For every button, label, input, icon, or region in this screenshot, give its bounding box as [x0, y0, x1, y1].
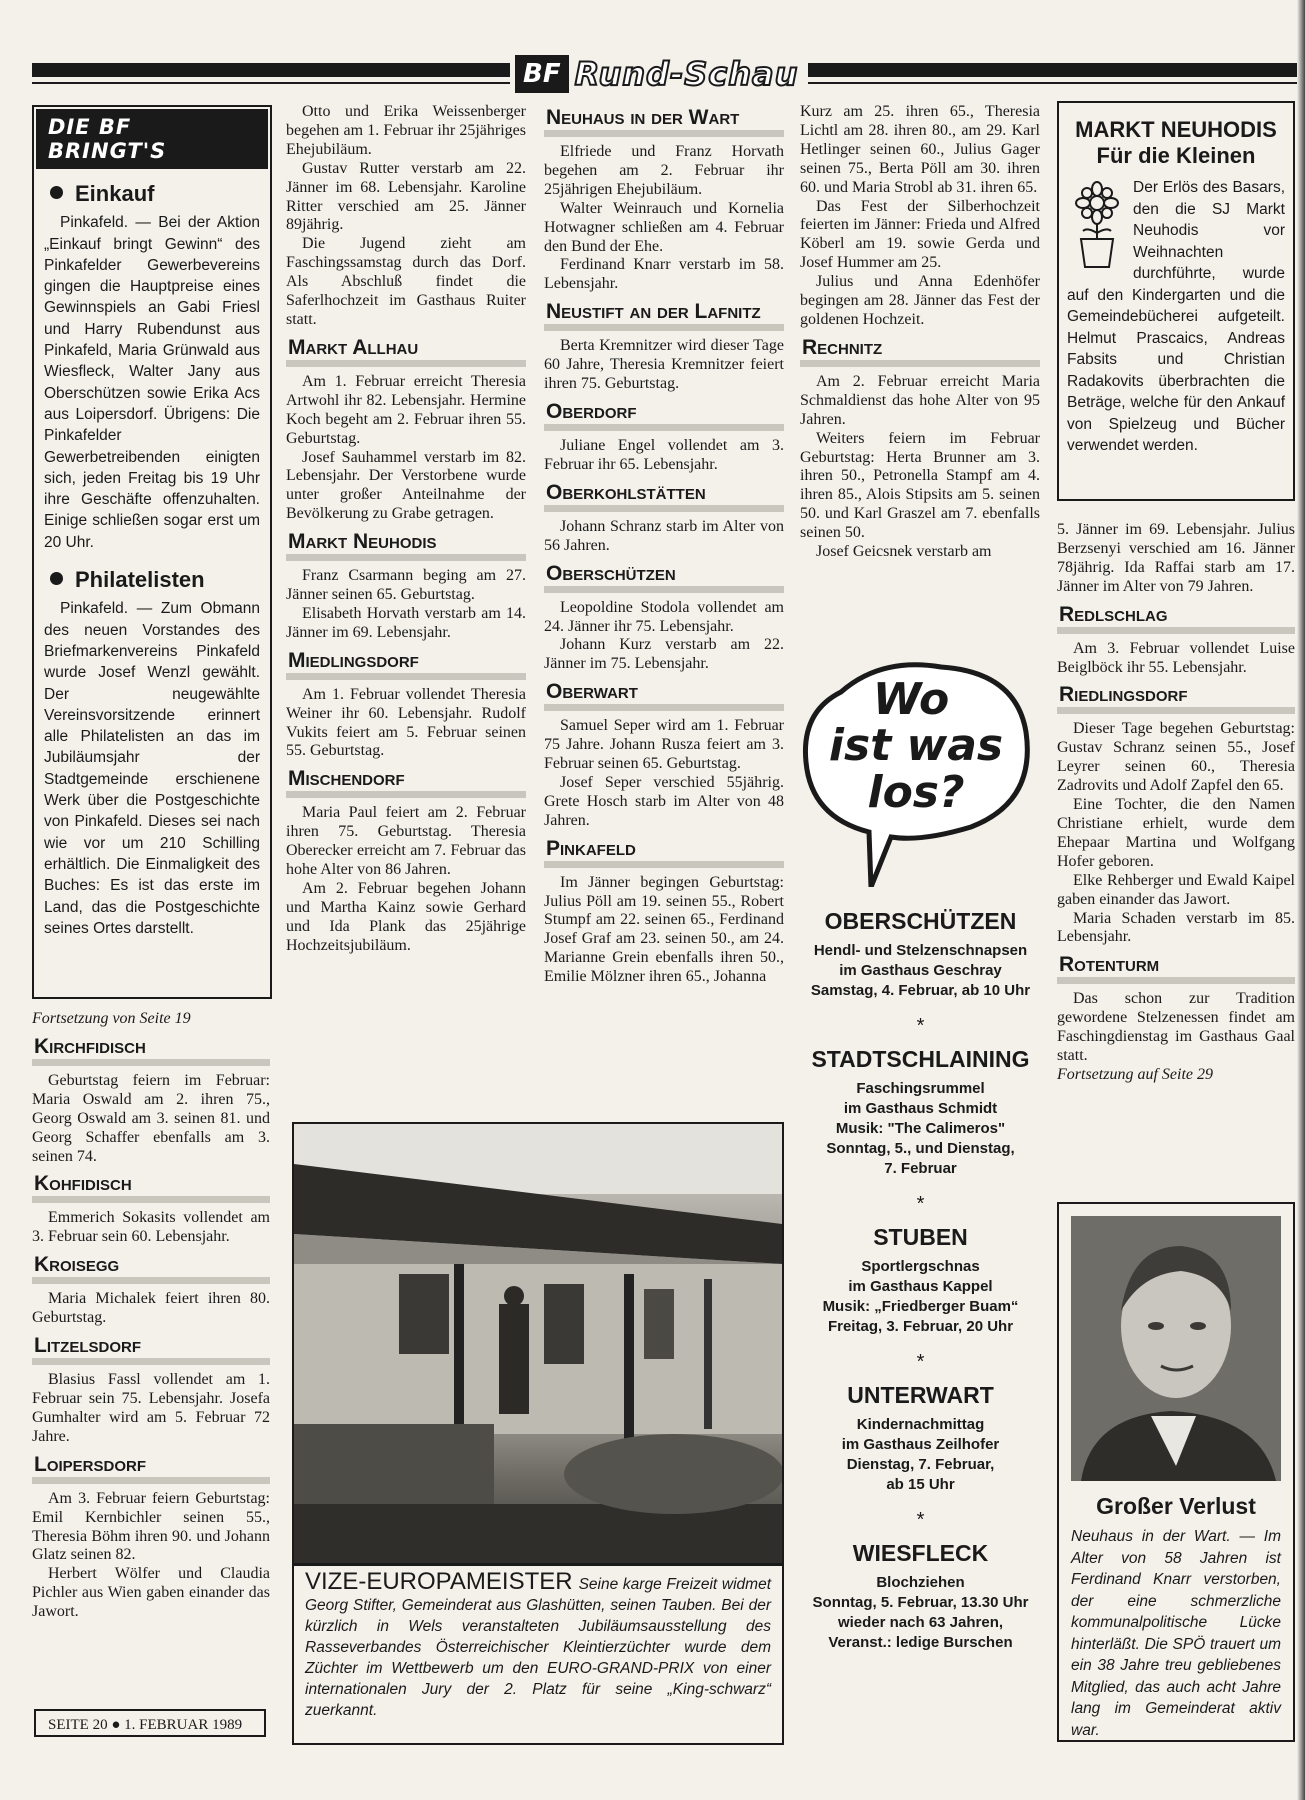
obituary-text: Neuhaus in der Wart. — Im Alter von 58 Jahren ist Ferdinand Knarr verstorben, der eine schmerzliche kommunalpolitische Lücke hinterläßt. Die SPÖ trauert um ein 38 Jahre treu gebliebenes Mitglied, das auch acht Jahre lang im Gemeinderat aktiv war.: [1071, 1528, 1281, 1739]
event-detail: Musik: "The Calimeros": [835, 1120, 1006, 1137]
paragraph: Maria Paul feiert am 2. Februar ihren 75. Geburtstag. Theresia Oberecker erreicht am 7. Februar das hohe Alter von 86 Jahren.: [286, 804, 526, 879]
paragraph: Leopoldine Stodola vollendet am 24. Jänner ihr 75. Lebensjahr.: [544, 598, 784, 635]
box-title: DIE BF BRINGT'S: [36, 109, 268, 169]
event-detail: Sonntag, 5. Februar, 13.30 Uhr: [812, 1594, 1029, 1611]
section-heading: Loipersdorf: [32, 1453, 270, 1484]
paragraph: Am 1. Februar vollendet Theresia Weiner ihr 60. Lebensjahr. Rudolf Vukits feiert am 5. Februar seinen 55. Geburtstag.: [286, 685, 526, 760]
section-heading: Markt Allhau: [286, 336, 526, 367]
section-heading: Oberkohlstätten: [544, 481, 784, 512]
paragraph: Im Jänner begingen Geburtstag: Julius Pöll am 19. seinen 55., Robert Stumpf am 22. seinen 65., Ferdinand Josef Graf am 23. seinen 50., am 24. Marianne Grein ebenfalls ihren 50., Emilie Mölzner ihren 65., Johanna: [544, 873, 784, 986]
section-heading: Oberwart: [544, 680, 784, 711]
event-detail: im Gasthaus Geschray: [839, 962, 1002, 979]
caption-text: Seine karge Freizeit widmet Georg Stifter, Gemeinderat aus Glashütten, seinen Tauben. Bei der kürzlich in Wels veranstalteten Jubiläumsausstellung des Rasseverbandes Österreichischer Kleintierzüchter wurde dem Züchter im Wettbewerb um den EURO-GRAND-PRIX von einer internationalen Jury der 2. Platz für seine „King-schwarz“ zuerkannt.: [305, 1576, 771, 1719]
paragraph: Otto und Erika Weissenberger begehen am 1. Februar ihr 25jähriges Ehejubiläum.: [286, 103, 526, 158]
header-rule-left: [32, 63, 510, 77]
paragraph: Am 2. Februar begehen Johann und Martha Kainz sowie Gerhard und Ida Plank das 25jährige Hochzeitsjubiläum.: [286, 880, 526, 954]
section-heading: Riedlingsdorf: [1057, 683, 1295, 714]
section-heading: Neustift an der Lafnitz: [544, 300, 784, 331]
speech-bubble-wo-ist-was-los: [801, 652, 1036, 887]
paragraph: Josef Geicsnek verstarb am: [816, 543, 992, 561]
event-detail: im Gasthaus Zeilhofer: [841, 1436, 1000, 1453]
paragraph: Am 3. Februar vollendet Luise Beiglböck ihr 55. Lebensjahr.: [1057, 639, 1295, 676]
section-heading: Oberschützen: [544, 562, 784, 593]
paragraph: Berta Kremnitzer wird dieser Tage 60 Jahre, Theresia Kremnitzer feiert ihren 75. Geburtstag.: [544, 337, 784, 393]
header-rule-right: [808, 63, 1305, 77]
section-heading: Miedlingsdorf: [286, 649, 526, 680]
paragraph: Maria Michalek feiert ihren 80. Geburtstag.: [32, 1290, 270, 1327]
event-separator: *: [916, 1015, 925, 1037]
box-markt-neuhodis: [1057, 101, 1295, 501]
event-detail: im Gasthaus Schmidt: [843, 1100, 998, 1117]
event-place: OBERSCHÜTZEN: [824, 908, 1017, 934]
paragraph: Elke Rehberger und Ewald Kaipel gaben einander das Jawort.: [1057, 871, 1295, 908]
event-detail: Hendl- und Stelzenschnapsen: [813, 942, 1028, 959]
paragraph: Gustav Rutter verstarb am 22. Jänner im 68. Lebensjahr. Karoline Ritter verschied am 25. Jänner 89jährig.: [286, 159, 526, 234]
caption-title: VIZE-EUROPAMEISTER: [305, 1568, 573, 1595]
column-1-lower: [32, 1010, 270, 1622]
header-thin-rule-right: [808, 82, 1305, 84]
paragraph: Die Jugend zieht am Faschingssamstag durch das Dorf. Als Abschluß findet die Saferlhochzeit im Gasthaus Ruiter statt.: [286, 235, 526, 328]
event-item: [799, 1382, 1042, 1495]
paragraph: Kurz am 25. ihren 65., Theresia Lichtl am 28. ihren 80., am 29. Karl Hetlinger seinen 60., Julius Gager seinen 75., Berta Pöll am 30. ihren 60. und Maria Strobl ab 31. ihren 65.: [800, 103, 1040, 196]
paragraph: Weiters feiern im Februar Geburtstag: Herta Brunner am 3. ihren 50., Petronella Stampf am 4. ihren 85., Alois Stipsits am 5. seinen 50. und Karl Graszel am 7. ebenfalls seinen 50.: [800, 429, 1040, 542]
section-heading: Kohfidisch: [32, 1172, 270, 1203]
section-heading: Neuhaus in der Wart: [544, 106, 784, 137]
paragraph: Julius und Anna Edenhöfer begingen am 28. Jänner das Fest der goldenen Hochzeit.: [800, 273, 1040, 328]
paragraph: Geburtstag feiern im Februar: Maria Oswald am 2. ihren 75., Georg Oswald am 3. seinen 81. und Georg Schaffer ebenfalls am 3. seinen 74.: [32, 1071, 270, 1165]
obituary-title: Großer Verlust: [1096, 1493, 1256, 1519]
event-detail: Veranst.: ledige Burschen: [828, 1634, 1013, 1651]
event-place: STADTSCHLAINING: [811, 1046, 1030, 1072]
bubble-line-1: Wo: [872, 674, 950, 725]
photo-caption: [292, 1563, 784, 1745]
paragraph: 5. Jänner im 69. Lebensjahr. Julius Berzsenyi verschied am 16. Jänner 78jährig. Ida Raffai starb am 17. Jänner im Alter von 79 Jahren.: [1057, 521, 1295, 595]
event-detail: 7. Februar: [884, 1160, 957, 1177]
paragraph: Walter Weinrauch und Kornelia Hotwagner schließen am 4. Februar den Bund der Ehe.: [544, 199, 784, 255]
event-item: [799, 1540, 1042, 1653]
event-item: [799, 908, 1042, 1001]
section-heading: Markt Neuhodis: [286, 530, 526, 561]
pigeon-loft-photo-image: [294, 1124, 782, 1564]
paragraph: Maria Schaden verstarb im 85. Lebensjahr.: [1057, 909, 1295, 946]
paragraph: Samuel Seper wird am 1. Februar 75 Jahre. Johann Rusza feiert am 3. Februar seinen 65. Geburtstag.: [544, 717, 784, 773]
event-separator: *: [916, 1351, 925, 1373]
event-place: UNTERWART: [847, 1382, 994, 1408]
article-text: Der Erlös des Basars, den die SJ Markt Neuhodis vor Weihnachten durchführte, wurde auf den Kindergarten und die Gemeindebücherei aufgeteilt. Helmut Prascaics, Andreas Fabsits und Christian Radakovits überbrachten die Beträge, welche für den Ankauf von Spielzeug und Bücher verwendet werden.: [1067, 179, 1285, 454]
paragraph: Emmerich Sokasits vollendet am 3. Februar sein 60. Lebensjahr.: [32, 1209, 270, 1246]
article-philatelisten: Pinkafeld. — Zum Obmann des neuen Vorstandes des Briefmarkenvereins Pinkafeld wurde Josef Wenzl gewählt. Der neugewählte Vereinsvorsitzende erinnert alle Philatelisten an das im Jubiläumsjahr der Stadtgemeinde erschienene Werk über die Postgeschichte von Pinkafeld. Dieses sei nach wie vor um 210 Schilling erhältlich. Die Einmaligkeit des Buches: Es ist das erste im Land, das die Postgeschichte seines Ortes darstellt.: [44, 600, 260, 937]
paragraph: Josef Sauhammel verstarb im 82. Lebensjahr. Der Verstorbene wurde unter großer Anteilnahme der Bevölkerung zu Grabe getragen.: [286, 448, 526, 523]
paragraph: Herbert Wölfer und Claudia Pichler aus Wien gaben einander das Jawort.: [32, 1565, 270, 1621]
paragraph: Franz Csarmann beging am 27. Jänner seinen 65. Geburtstag.: [286, 567, 526, 604]
event-separator: *: [916, 1509, 925, 1531]
box-title: MARKT NEUHODIS: [1075, 117, 1277, 142]
paragraph: Juliane Engel vollendet am 3. Februar ihr 65. Lebensjahr.: [544, 436, 784, 473]
speech-bubble-icon: [801, 652, 1036, 887]
event-detail: Samstag, 4. Februar, ab 10 Uhr: [810, 982, 1031, 999]
event-item: [799, 1224, 1042, 1337]
event-detail: wieder nach 63 Jahren,: [837, 1614, 1004, 1631]
paragraph: Johann Schranz starb im Alter von 56 Jahren.: [544, 517, 784, 554]
masthead-logo: [515, 52, 805, 96]
paragraph: Am 3. Februar feiern Geburtstag: Emil Kernbichler seinen 55., Theresia Böhm ihren 90. und Johann Glatz seinen 82.: [32, 1489, 270, 1564]
bullet-icon: [50, 572, 63, 585]
column-3: [544, 100, 784, 987]
paragraph: Dieser Tage begehen Geburtstag: Gustav Schranz seinen 55., Josef Leyrer seinen 60., Theresia Zadrovits und Adolf Zapfel den 65.: [1057, 720, 1295, 795]
article-einkauf: Pinkafeld. — Bei der Aktion „Einkauf bringt Gewinn“ des Pinkafelder Gewerbevereins gingen die Hauptpreise eines Gewinnspiels an Gabi Friesl und Harry Rubendunst aus Pinkafeld, Maria Grünwald aus Wiesfleck, Walter Jany aus Oberschützen sowie Erika Acs aus Loipersdorf. Übrigens: Die Pinkafelder Gewerbetreibenden einigten sich, jeden Freitag bis 19 Uhr ihre Geschäfte offenzuhalten. Einige schließen sogar erst um 20 Uhr.: [44, 214, 260, 551]
event-detail: ab 15 Uhr: [886, 1476, 955, 1493]
continuation-note: Fortsetzung auf Seite 29: [1057, 1065, 1213, 1083]
section-heading-philatelisten: Philatelisten: [44, 569, 260, 590]
flower-pot-icon: [1067, 177, 1127, 273]
section-heading: Rotenturm: [1057, 953, 1295, 984]
paragraph: Am 1. Februar erreicht Theresia Artwohl ihr 82. Lebensjahr. Hermine Koch begeht am 2. Februar ihren 55. Geburtstag.: [286, 372, 526, 447]
event-detail: Dienstag, 7. Februar,: [846, 1456, 995, 1473]
event-detail: Sonntag, 5., und Dienstag,: [826, 1140, 1015, 1157]
event-detail: Freitag, 3. Februar, 20 Uhr: [827, 1318, 1014, 1335]
paragraph: Am 2. Februar erreicht Maria Schmaldienst das hohe Alter von 95 Jahren.: [800, 372, 1040, 428]
event-detail: Musik: „Friedberger Buam“: [822, 1298, 1019, 1315]
photo-pigeon-loft: [292, 1122, 784, 1566]
paragraph: Elfriede und Franz Horvath begehen am 2. Februar ihr 25jährigen Ehejubiläum.: [544, 143, 784, 198]
header-thin-rule-left: [32, 82, 510, 84]
section-heading: Kroisegg: [32, 1253, 270, 1284]
portrait-photo: [1071, 1216, 1281, 1481]
paragraph: Elisabeth Horvath verstarb am 14. Jänner im 69. Lebensjahr.: [286, 604, 526, 641]
event-detail: Sportlergschnas: [861, 1258, 980, 1275]
paragraph: Ferdinand Knarr verstarb im 58. Lebensjahr.: [544, 256, 784, 293]
event-listings: [799, 900, 1042, 1653]
section-heading: Kirchfidisch: [32, 1035, 270, 1066]
event-detail: Faschingsrummel: [856, 1080, 985, 1097]
box-die-bf-bringts: [32, 105, 272, 999]
bubble-line-2: ist was: [828, 720, 1004, 771]
section-heading: Mischendorf: [286, 767, 526, 798]
paragraph: Blasius Fassl vollendet am 1. Februar sein 75. Lebensjahr. Josefa Gumhalter wird am 5. Februar 72 Jahre.: [32, 1371, 270, 1445]
section-heading: Redlschlag: [1057, 603, 1295, 634]
event-detail: Blochziehen: [876, 1574, 965, 1591]
section-heading: Pinkafeld: [544, 837, 784, 868]
event-separator: *: [916, 1193, 925, 1215]
section-heading: Rechnitz: [800, 336, 1040, 367]
logo-rund-schau: Rund-Schau: [574, 55, 799, 93]
paragraph: Josef Seper verschied 55jährig. Grete Hosch starb im Alter von 48 Jahren.: [544, 773, 784, 829]
continuation-note: Fortsetzung von Seite 19: [32, 1010, 191, 1027]
section-heading: Litzelsdorf: [32, 1334, 270, 1365]
column-5: [1057, 521, 1295, 1085]
event-detail: Kindernachmittag: [856, 1416, 985, 1433]
section-heading: Oberdorf: [544, 400, 784, 431]
bubble-line-3: los?: [867, 767, 965, 818]
page-footer: SEITE 20 ● 1. FEBRUAR 1989: [34, 1709, 266, 1737]
event-item: [799, 1046, 1042, 1179]
paragraph: Johann Kurz verstarb am 22. Jänner im 75. Lebensjahr.: [544, 636, 784, 673]
obituary-box: [1057, 1202, 1295, 1742]
paragraph: Eine Tochter, die den Namen Christiane erhielt, wurde dem Ehepaar Martina und Wolfgang Hofer geboren.: [1057, 796, 1295, 870]
section-heading-einkauf: Einkauf: [44, 183, 260, 204]
column-4: [800, 103, 1040, 562]
paragraph: Das Fest der Silberhochzeit feierten im Jänner: Frieda und Alfred Köberl am 19. sowie Gerda und Josef Hummer am 25.: [800, 197, 1040, 272]
scan-edge-shadow: [1297, 0, 1305, 1800]
logo-bf: BF: [515, 55, 569, 93]
event-place: WIESFLECK: [852, 1540, 989, 1566]
paragraph: Das schon zur Tradition gewordene Stelzenessen findet am Faschingdienstag im Gasthaus Gaal statt.: [1057, 990, 1295, 1065]
column-2: [286, 103, 526, 956]
bullet-icon: [50, 186, 63, 199]
event-detail: im Gasthaus Kappel: [848, 1278, 993, 1295]
event-place: STUBEN: [873, 1224, 968, 1250]
portrait-image: [1071, 1216, 1281, 1481]
box-subtitle: Für die Kleinen: [1096, 143, 1256, 168]
